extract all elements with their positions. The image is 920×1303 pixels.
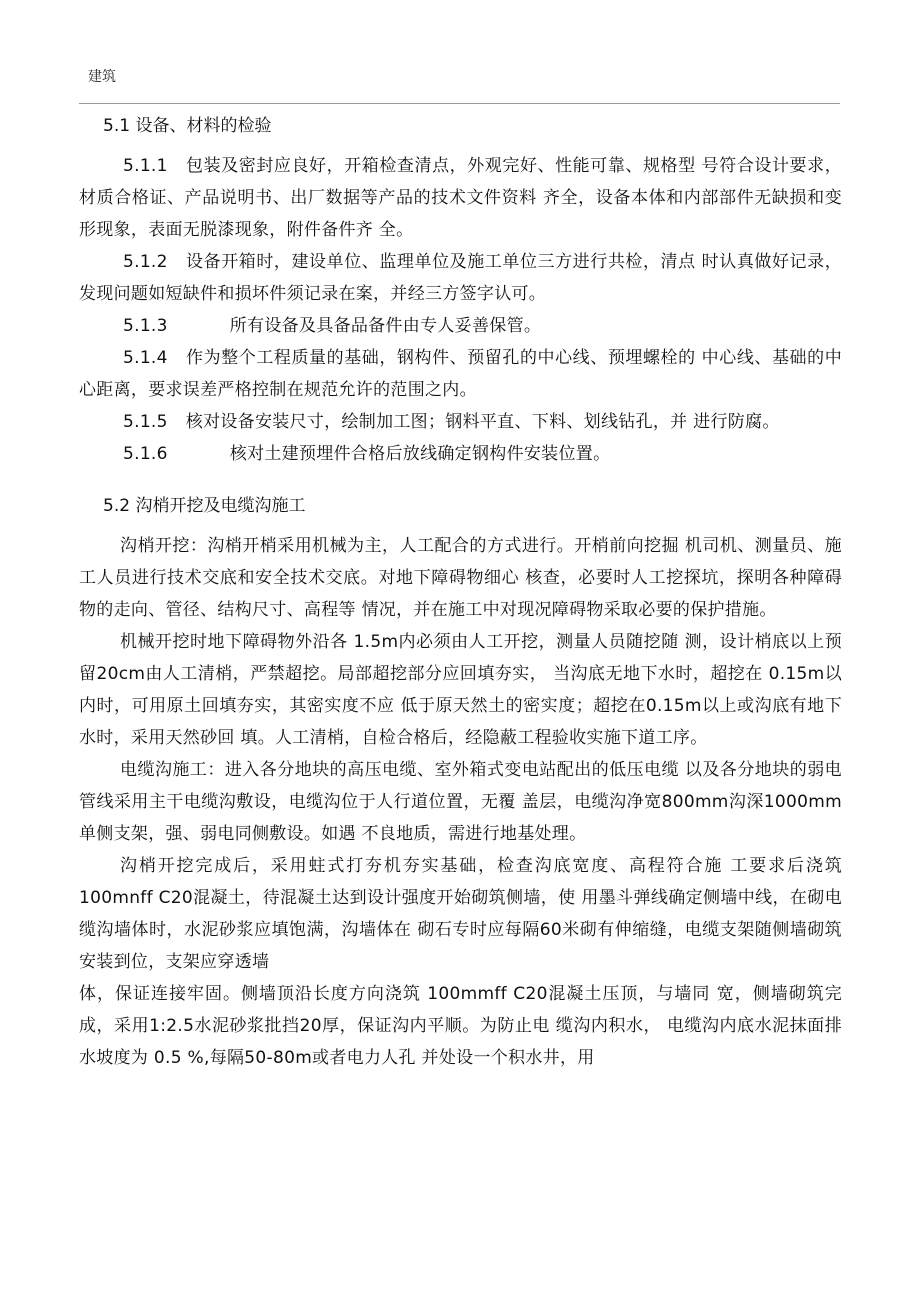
clause-number: 5.1.5 bbox=[123, 412, 168, 432]
clause-text: 作为整个工程质量的基础，钢构件、预留孔的中心线、预埋螺栓的 中心线、基础的中心距离，要求误差严格控制在规范允许的范围之内。 bbox=[79, 348, 842, 400]
clause-5-1-6 bbox=[79, 438, 842, 470]
clause-text: 核对设备安装尺寸，绘制加工图；钢料平直、下料、划线钻孔，并 进行防腐。 bbox=[185, 412, 780, 432]
paragraph-trench-completion: 沟梢开挖完成后，采用蛀式打夯机夯实基础，检查沟底宽度、高程符合施 工要求后浇筑100mnff C20混凝土，待混凝土达到设计强度开始砌筑侧墙，使 用墨斗弹线确定侧墙中线，在砌电缆沟墙体时，水泥砂浆应填饱满，沟墙体在 砌石专时应每隔60米砌有伸缩缝，电缆支架随侧墙砌筑安装到位，支架应穿透墙 bbox=[79, 856, 842, 972]
clause-text: 所有设备及具备品备件由专人妥善保管。 bbox=[229, 316, 542, 336]
clause-text: 包装及密封应良好，开箱检查清点，外观完好、性能可靠、规格型 号符合设计要求，材质合格证、产品说明书、出厂数据等产品的技术文件资料 齐全，设备本体和内部部件无缺损和变形现象，表面无脱漆现象，附件备件齐 全。 bbox=[79, 156, 842, 240]
document-body bbox=[79, 110, 842, 1074]
paragraph-trench-excavation: 沟梢开挖：沟梢开梢采用机械为主，人工配合的方式进行。开梢前向挖掘 机司机、测量员、施工人员进行技术交底和安全技术交底。对地下障碍物细心 核查，必要时人工挖探坑，探明各种障碍物的走向、管径、结构尺寸、高程等 情况，并在施工中对现况障碍物采取必要的保护措施。 bbox=[79, 536, 842, 620]
clause-text: 核对土建预埋件合格后放线确定钢构件安装位置。 bbox=[229, 444, 611, 464]
clause-5-1-2 bbox=[79, 246, 842, 310]
header-divider bbox=[79, 103, 840, 104]
section-5-2-title: 5.2 沟梢开挖及电缆沟施工 bbox=[103, 496, 306, 516]
paragraph-wall-capping: 体，保证连接牢固。侧墙顶沿长度方向浇筑 100mmff C20混凝土压顶，与墙同 宽，侧墙砌筑完成，采用1:2.5水泥砂浆批挡20厚，保证沟内平顺。为防止电 缆沟内积水， 电缆沟内底水泥抹面排水坡度为 0.5 %,每隔50-80m或者电力人孔 并处设一个积水井，用 bbox=[79, 984, 842, 1068]
paragraph-mechanical-excavation: 机械开挖时地下障碍物外沿各 1.5m内必须由人工开挖，测量人员随挖随 测，设计梢底以上预留20cm由人工清梢，严禁超挖。局部超挖部分应回填夯实， 当沟底无地下水时，超挖在 0.15m以内时，可用原土回填夯实，其密实度不应 低于原天然土的密实度；超挖在0.15m以上或沟底有地下水时，采用天然砂回 填。人工清梢，自检合格后，经隐蔽工程验收实施下道工序。 bbox=[79, 632, 842, 748]
clause-text: 设备开箱时，建设单位、监理单位及施工单位三方进行共检，清点 时认真做好记录，发现问题如短缺件和损坏件须记录在案，并经三方签字认可。 bbox=[79, 252, 842, 304]
section-5-1-title: 5.1 设备、材料的检验 bbox=[103, 116, 272, 136]
clause-5-1-3 bbox=[79, 310, 842, 342]
clause-5-1-1 bbox=[79, 150, 842, 246]
clause-number: 5.1.2 bbox=[123, 252, 168, 272]
page-header: 建筑 bbox=[88, 69, 116, 85]
clause-number: 5.1.3 bbox=[123, 316, 168, 336]
clause-number: 5.1.4 bbox=[123, 348, 168, 368]
clause-number: 5.1.6 bbox=[123, 444, 168, 464]
clause-5-1-5 bbox=[79, 406, 842, 438]
clause-number: 5.1.1 bbox=[123, 156, 168, 176]
paragraph-cable-trench: 电缆沟施工：进入各分地块的高压电缆、室外箱式变电站配出的低压电缆 以及各分地块的弱电管线采用主干电缆沟敷设，电缆沟位于人行道位置，无覆 盖层，电缆沟净宽800mm沟深1000mm单侧支架，强、弱电同侧敷设。如遇 不良地质，需进行地基处理。 bbox=[79, 760, 842, 844]
clause-5-1-4 bbox=[79, 342, 842, 406]
